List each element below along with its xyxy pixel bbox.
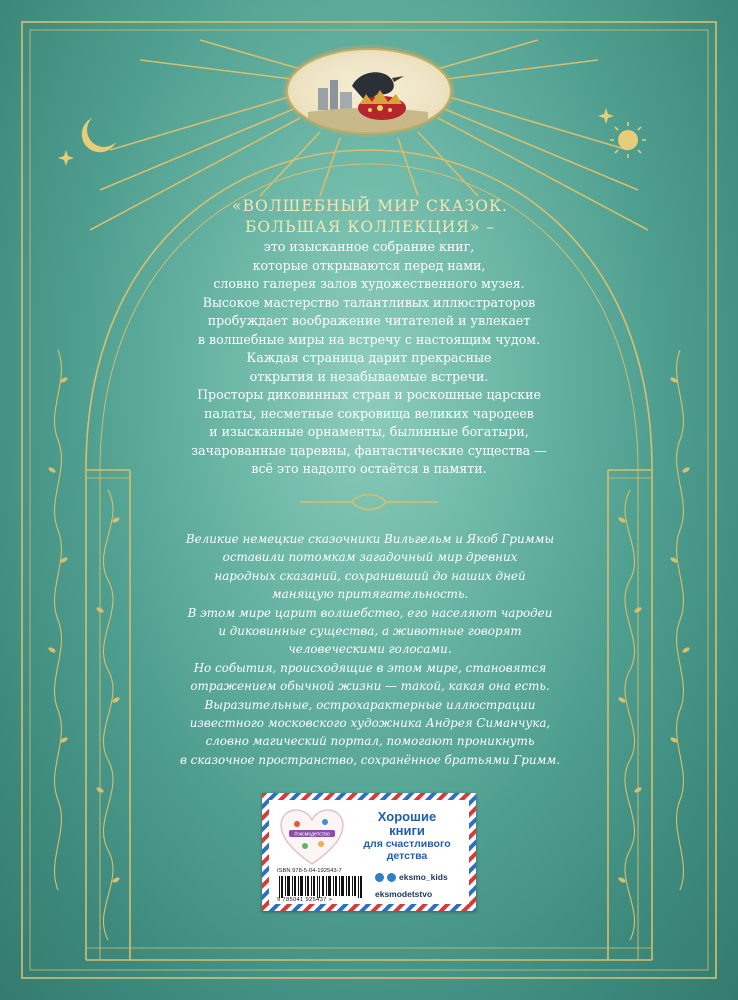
barcode-number: 9 785041 925437 > bbox=[277, 897, 333, 903]
heart-logo-icon bbox=[279, 808, 345, 868]
description-line: Просторы диковинных стран и роскошные царские bbox=[197, 387, 541, 402]
book-description-line: в сказочное пространство, сохранённое братьями Гримм. bbox=[179, 752, 561, 767]
description-line: Высокое мастерство талантливых иллюстраторов bbox=[202, 294, 536, 310]
barcode bbox=[277, 876, 369, 898]
description-line: палаты, несметные сокровища великих чародеев bbox=[204, 405, 534, 421]
book-description bbox=[160, 530, 580, 769]
book-description-line: В этом мире царит волшебство, его населяют чародеи bbox=[187, 605, 553, 620]
slogan-line: для счастливого bbox=[363, 838, 451, 850]
description-line: пробуждает воображение читателей и увлекает bbox=[207, 313, 531, 328]
vk-icon bbox=[375, 873, 384, 882]
book-description-line: человеческими голосами. bbox=[288, 642, 452, 657]
description-line: которые открываются перед нами, bbox=[252, 257, 486, 273]
description-line: и изысканные орнаменты, былинные богатыри, bbox=[209, 424, 529, 439]
star-icon bbox=[598, 108, 614, 124]
moon-icon bbox=[58, 118, 116, 166]
book-description-line: отражением обычной жизни — такой, какая она есть. bbox=[190, 679, 550, 694]
slogan-line: детства bbox=[386, 850, 428, 862]
slogan-line: Хорошие bbox=[377, 809, 437, 824]
social-handle-text: eksmo_kids bbox=[399, 872, 448, 882]
title-line: БОЛЬШАЯ КОЛЛЕКЦИЯ» – bbox=[245, 218, 495, 236]
publisher-sticker bbox=[262, 793, 476, 911]
social-handle bbox=[375, 872, 448, 882]
description-line: всё это надолго остаётся в памяти. bbox=[251, 461, 487, 476]
book-description-line: манящую притягательность. bbox=[271, 587, 469, 602]
description-line: Каждая страница дарит прекрасные bbox=[246, 350, 492, 365]
slogan-line: книги bbox=[389, 823, 425, 838]
book-description-line: народных сказаний, сохранивший до наших дней bbox=[214, 568, 526, 583]
heart-logo-label: #эксмодетство bbox=[294, 831, 330, 838]
description-line: открытия и незабываемые встречи. bbox=[249, 368, 489, 384]
sun-icon bbox=[610, 122, 646, 158]
isbn-text: ISBN 978-5-04-192543-7 bbox=[277, 868, 342, 874]
description-line: в волшебные миры на встречу с настоящим чудом. bbox=[197, 331, 541, 347]
collection-description bbox=[168, 238, 570, 479]
sticker-body bbox=[269, 800, 469, 904]
book-description-line: оставили потомкам загадочный мир древних bbox=[222, 550, 518, 565]
collection-title-quote bbox=[150, 196, 590, 238]
description-line: словно галерея залов художественного музея. bbox=[213, 276, 525, 291]
book-description-line: известного московского художника Андрея Симанчука, bbox=[189, 716, 551, 731]
book-description-line: и диковинные существа, а животные говорят bbox=[218, 624, 522, 639]
book-description-line: Великие немецкие сказочники Вильгельм и Якоб Гриммы bbox=[185, 532, 555, 546]
title-line: «ВОЛШЕБНЫЙ МИР СКАЗОК. bbox=[232, 197, 508, 215]
description-line: зачарованные царевны, фантастические существа — bbox=[191, 442, 547, 458]
description-line: это изысканное собрание книг, bbox=[263, 239, 475, 254]
slogan bbox=[351, 810, 463, 862]
book-description-line: Но события, происходящие в этом мире, становятся bbox=[193, 660, 547, 675]
raven-crown-illustration bbox=[286, 48, 452, 134]
telegram-icon bbox=[387, 873, 396, 882]
book-description-line: Выразительные, острохарактерные иллюстрации bbox=[204, 697, 536, 712]
website-text: eksmodetstvo bbox=[375, 889, 433, 899]
book-description-line: словно магический портал, помогают проникнуть bbox=[205, 734, 535, 749]
